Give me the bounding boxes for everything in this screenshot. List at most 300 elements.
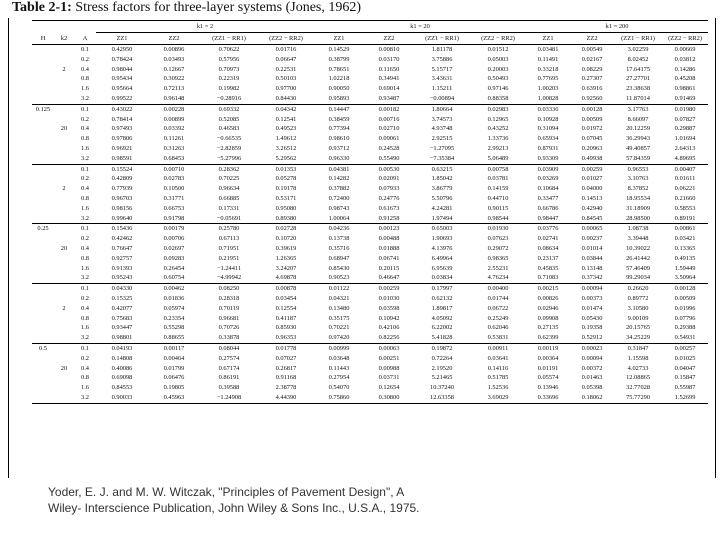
- stress-factor-cell: 0.98447: [537, 214, 559, 222]
- stress-factor-cell: 0.01014: [581, 244, 603, 252]
- stress-factor-cell: 0.41187: [275, 314, 297, 322]
- stress-factor-cell: 0.99522: [111, 94, 133, 102]
- stress-factor-cell: 0.20115: [378, 264, 400, 272]
- column-header: (ZZ2 − RR2): [258, 33, 314, 45]
- stress-factor-cell: 0.46583: [218, 125, 240, 133]
- stress-factor-cell: 0.93712: [328, 144, 350, 152]
- stress-factor-cell: 0.39619: [275, 244, 297, 252]
- stress-factor-cell: 23.38638: [626, 85, 651, 93]
- h-value-cell: 0.25: [32, 224, 54, 234]
- stress-factor-cell: 0.33878: [218, 334, 240, 342]
- stress-factor-cell: 0.38799: [328, 55, 350, 63]
- stress-factor-cell: 0.88655: [163, 334, 185, 342]
- table-row: [32, 284, 708, 294]
- stress-factor-cell: 1.26365: [275, 254, 297, 262]
- stress-factor-cell: 0.01191: [537, 364, 559, 372]
- stress-factor-cell: 0.03834: [431, 274, 453, 282]
- stress-factor-cell: 0.13480: [328, 304, 350, 312]
- table-row: [32, 244, 708, 254]
- stress-factor-cell: 0.03909: [526, 164, 570, 174]
- h-value-cell: [32, 115, 54, 125]
- h-value-cell: [32, 364, 54, 374]
- stress-factor-cell: 3.24207: [275, 264, 297, 272]
- column-header: ZZ2: [364, 33, 414, 45]
- k2-value-cell: [54, 115, 74, 125]
- stress-factor-cell: 0.01027: [581, 175, 603, 183]
- table-row: [32, 134, 708, 144]
- stress-factor-cell: 0.49523: [275, 125, 297, 133]
- stress-factor-cell: 0.70221: [328, 324, 350, 332]
- stress-factor-cell: 0.42809: [111, 175, 133, 183]
- table-row: [32, 224, 708, 234]
- stress-factor-cell: 0.22531: [275, 65, 297, 73]
- stress-factor-cell: 0.35175: [328, 314, 350, 322]
- stress-factor-cell: 6.49964: [431, 254, 453, 262]
- stress-factor-cell: 0.98743: [328, 204, 350, 212]
- stress-factor-cell: 0.60754: [163, 274, 185, 282]
- stress-factor-cell: 0.96553: [614, 164, 662, 174]
- stress-factor-cell: 0.00063: [364, 343, 414, 353]
- stress-factor-cell: 2.92515: [431, 135, 453, 143]
- column-header: (ZZ2 − RR2): [662, 33, 708, 45]
- k2-value-cell: [54, 393, 74, 403]
- stress-factor-cell: 32.77028: [626, 384, 651, 392]
- stress-factor-cell: 0.45208: [674, 75, 696, 83]
- k2-value-cell: [54, 144, 74, 154]
- table-row: [32, 194, 708, 204]
- stress-factor-cell: 5.29562: [275, 154, 297, 162]
- group-header-k1-2: k1 = 2: [96, 21, 314, 33]
- stress-factor-cell: 0.07796: [674, 314, 696, 322]
- stress-factor-cell: 0.78424: [111, 55, 133, 63]
- stress-factor-cell: 0.00464: [163, 354, 185, 362]
- stress-factor-cell: 0.40086: [111, 364, 133, 372]
- stress-factor-cell: 1.00064: [328, 214, 350, 222]
- stress-factor-cell: 0.62399: [537, 334, 559, 342]
- stress-factor-cell: 0.15325: [111, 294, 133, 302]
- stress-factor-cell: 0.89380: [275, 214, 297, 222]
- stress-factor-cell: 0.53831: [487, 334, 509, 342]
- stress-factor-cell: 0.00257: [662, 343, 708, 353]
- k2-value-cell: [54, 104, 74, 114]
- stress-factor-cell: −1.27095: [429, 144, 455, 152]
- stress-factor-cell: 0.96148: [163, 94, 185, 102]
- stress-factor-cell: 3.74573: [431, 115, 453, 123]
- stress-factor-cell: −1.24411: [216, 264, 242, 272]
- stress-factor-cell: 0.24776: [378, 194, 400, 202]
- stress-factor-cell: 11.87014: [626, 94, 650, 102]
- stress-factor-cell: 0.00094: [581, 354, 603, 362]
- stress-factor-cell: 0.01930: [470, 224, 526, 234]
- h-value-cell: [32, 124, 54, 134]
- stress-factor-cell: 0.00251: [378, 354, 400, 362]
- a-value-cell: 0.2: [81, 354, 89, 362]
- stress-factor-cell: 0.99640: [111, 214, 133, 222]
- stress-factor-cell: 0.82256: [378, 334, 400, 342]
- k2-value-cell: 2: [62, 185, 66, 193]
- stress-factor-cell: 0.00117: [148, 343, 200, 353]
- stress-factor-cell: 26.41442: [626, 254, 651, 262]
- stress-factor-cell: 0.05003: [487, 55, 509, 63]
- stress-factor-cell: −5.27996: [216, 154, 242, 162]
- k2-value-cell: 20: [60, 244, 68, 252]
- stress-factor-cell: 0.57956: [218, 55, 240, 63]
- a-value-cell: 0.8: [81, 194, 89, 202]
- h-value-cell: 0.125: [32, 104, 54, 114]
- a-value-cell: 0.1: [74, 224, 96, 234]
- stress-factor-cell: 0.00182: [364, 104, 414, 114]
- stress-factor-cell: 0.42077: [111, 304, 133, 312]
- stress-factor-cell: 0.77939: [111, 185, 133, 193]
- a-value-cell: 3.2: [81, 334, 89, 342]
- stress-factor-cell: 0.14282: [328, 175, 350, 183]
- stress-factor-cell: 20.15765: [626, 324, 651, 332]
- table-row: [32, 184, 708, 194]
- k2-value-cell: 2: [62, 65, 66, 73]
- stress-factor-cell: 0.27574: [218, 354, 240, 362]
- table-row: [32, 144, 708, 154]
- stress-factor-cell: 0.19358: [581, 324, 603, 332]
- table-row: [32, 65, 708, 75]
- stress-factor-cell: 0.28318: [218, 294, 240, 302]
- stress-factor-cell: 0.04236: [314, 224, 364, 234]
- stress-factor-cell: 0.08229: [581, 65, 603, 73]
- k2-value-cell: [54, 224, 74, 234]
- stress-factor-cell: 0.01716: [275, 46, 297, 53]
- stress-factor-cell: 0.71083: [537, 274, 559, 282]
- stress-factor-cell: 5.50796: [431, 194, 453, 202]
- stress-factor-cell: 0.02946: [537, 304, 559, 312]
- k2-value-cell: [54, 154, 74, 164]
- stress-factor-cell: 0.85930: [275, 324, 297, 332]
- stress-factor-cell: 0.04330: [96, 284, 148, 294]
- stress-factor-cell: 0.00530: [364, 164, 414, 174]
- stress-factor-cell: 0.66885: [218, 194, 240, 202]
- stress-factor-cell: 0.55298: [163, 324, 185, 332]
- table-row: [32, 304, 708, 314]
- stress-factor-cell: 0.00810: [378, 46, 400, 53]
- stress-factor-cell: 0.97146: [487, 85, 509, 93]
- stress-factor-cell: 0.01463: [581, 374, 603, 382]
- stress-factor-cell: 0.01744: [487, 294, 509, 302]
- stress-factor-cell: 0.00372: [581, 364, 603, 372]
- stress-factor-cell: 0.03844: [581, 254, 603, 262]
- stress-factor-cell: 0.50103: [275, 75, 297, 83]
- table-row: [32, 254, 708, 264]
- stress-factor-cell: 0.08044: [200, 343, 258, 353]
- stress-factor-cell: 0.77695: [537, 75, 559, 83]
- k2-value-cell: [54, 234, 74, 244]
- stress-factor-cell: 0.01799: [163, 364, 185, 372]
- a-value-cell: 1.6: [81, 384, 89, 392]
- stress-factor-cell: 1.85042: [431, 175, 453, 183]
- stress-factor-cell: 0.31771: [163, 194, 185, 202]
- h-value-cell: [32, 294, 54, 304]
- column-header: (ZZ2 − RR2): [470, 33, 526, 45]
- stress-factor-cell: 0.93447: [111, 324, 133, 332]
- stress-factor-cell: 0.77394: [328, 125, 350, 133]
- k2-value-cell: [54, 354, 74, 364]
- h-value-cell: [32, 244, 54, 254]
- stress-factor-cell: 0.98156: [111, 204, 133, 212]
- stress-factor-cell: 4.02733: [627, 364, 649, 372]
- stress-factor-cell: 0.01512: [487, 46, 509, 53]
- a-value-cell: 3.2: [81, 274, 89, 282]
- stress-factor-cell: 0.65934: [537, 135, 559, 143]
- stress-factor-cell: 1.97494: [431, 214, 453, 222]
- stress-factor-cell: 1.00203: [537, 85, 559, 93]
- stress-factor-cell: 0.02728: [258, 224, 314, 234]
- stress-factor-cell: 0.20003: [487, 65, 509, 73]
- stress-factor-cell: 0.25249: [487, 314, 509, 322]
- a-value-cell: 0.1: [74, 104, 96, 114]
- stress-factor-cell: 0.98610: [328, 135, 350, 143]
- stress-factor-cell: 3.39448: [627, 235, 649, 243]
- h-value-cell: [32, 204, 54, 214]
- stress-factor-cell: 0.29072: [487, 244, 509, 252]
- stress-factor-cell: 0.03493: [163, 55, 185, 63]
- stress-factor-table: [32, 20, 708, 404]
- a-value-cell: 3.2: [81, 214, 89, 222]
- stress-factor-cell: 3.02259: [627, 46, 649, 53]
- stress-factor-cell: 0.63916: [581, 85, 603, 93]
- stress-factor-cell: 0.00094: [570, 284, 614, 294]
- stress-factor-cell: 2.38778: [275, 384, 297, 392]
- stress-factor-cell: 0.92757: [111, 254, 133, 262]
- column-header: H: [32, 33, 54, 45]
- stress-factor-cell: 0.03598: [378, 304, 400, 312]
- stress-factor-cell: 0.85430: [328, 264, 350, 272]
- stress-factor-cell: 0.43252: [487, 125, 509, 133]
- stress-factor-cell: 0.13946: [537, 384, 559, 392]
- stress-factor-cell: 0.78651: [328, 65, 350, 73]
- stress-factor-cell: 0.15436: [96, 224, 148, 234]
- stress-factor-cell: 2.19520: [431, 364, 453, 372]
- stress-factor-cell: 0.07623: [487, 235, 509, 243]
- stress-factor-cell: 0.76647: [111, 244, 133, 252]
- stress-factor-cell: 0.45963: [148, 393, 200, 403]
- stress-factor-cell: 1.89817: [431, 304, 453, 312]
- stress-factor-cell: 0.00237: [581, 235, 603, 243]
- stress-factor-cell: 5.41828: [431, 334, 453, 342]
- stress-factor-cell: 0.17997: [414, 284, 470, 294]
- stress-factor-cell: 0.03269: [537, 175, 559, 183]
- stress-factor-cell: 0.90523: [328, 274, 350, 282]
- stress-factor-cell: 0.05278: [275, 175, 297, 183]
- stress-factor-cell: 0.33218: [537, 65, 559, 73]
- stress-factor-cell: 0.54070: [328, 384, 350, 392]
- h-value-cell: [32, 65, 54, 75]
- stress-factor-cell: 0.89191: [674, 214, 696, 222]
- stress-factor-cell: 0.01474: [581, 304, 603, 312]
- stress-factor-cell: 0.12654: [378, 384, 400, 392]
- h-value-cell: [32, 393, 54, 403]
- h-value-cell: [32, 94, 54, 104]
- a-value-cell: 0.4: [81, 244, 89, 252]
- stress-factor-cell: 0.00896: [163, 46, 185, 53]
- column-header: (ZZ1 − RR1): [614, 33, 662, 45]
- stress-factor-cell: 12.08865: [626, 374, 651, 382]
- table-row: [32, 204, 708, 214]
- stress-factor-cell: 49.40857: [626, 144, 651, 152]
- stress-factor-cell: 0.70973: [218, 65, 240, 73]
- h-value-cell: [32, 74, 54, 84]
- stress-factor-cell: 0.10942: [378, 314, 400, 322]
- a-value-cell: 0.4: [81, 65, 89, 73]
- stress-factor-cell: 8.37852: [627, 185, 649, 193]
- stress-factor-cell: 0.72400: [328, 194, 350, 202]
- stress-factor-cell: 0.66786: [537, 204, 559, 212]
- stress-factor-cell: 0.00716: [378, 115, 400, 123]
- stress-factor-cell: 0.86191: [218, 374, 240, 382]
- stress-factor-cell: 0.50493: [487, 75, 509, 83]
- a-value-cell: 0.2: [81, 115, 89, 123]
- table-row: [32, 323, 708, 333]
- stress-factor-cell: 0.95243: [111, 274, 133, 282]
- stress-factor-cell: 1.59449: [674, 264, 696, 272]
- stress-factor-cell: 0.00509: [674, 294, 696, 302]
- stress-factor-cell: −0.00894: [429, 94, 455, 102]
- stress-factor-cell: 3.50964: [674, 274, 696, 282]
- stress-factor-cell: 0.96634: [218, 185, 240, 193]
- stress-factor-cell: 99.29034: [626, 274, 651, 282]
- stress-factor-cell: 6.95639: [431, 264, 453, 272]
- k2-value-cell: [54, 343, 74, 353]
- table-row: [32, 314, 708, 324]
- h-value-cell: [32, 45, 54, 55]
- stress-factor-cell: 0.02741: [537, 235, 559, 243]
- k2-value-cell: [54, 264, 74, 274]
- stress-factor-cell: 75.77290: [614, 393, 662, 403]
- stress-factor-cell: 0.03336: [526, 104, 570, 114]
- stress-factor-cell: 0.62132: [431, 294, 453, 302]
- stress-factor-cell: 0.09908: [537, 314, 559, 322]
- stress-factor-cell: 1.33736: [487, 135, 509, 143]
- stress-factor-cell: 0.62046: [487, 324, 509, 332]
- stress-factor-cell: 8.02452: [627, 55, 649, 63]
- stress-factor-cell: 27.27701: [626, 75, 651, 83]
- stress-factor-cell: 0.33696: [526, 393, 570, 403]
- stress-factor-cell: 0.96703: [111, 194, 133, 202]
- table-title-prefix: Table 2-1:: [12, 0, 72, 15]
- stress-factor-cell: 0.00364: [537, 354, 559, 362]
- stress-factor-cell: 0.84545: [581, 214, 603, 222]
- stress-factor-cell: 0.96330: [328, 154, 350, 162]
- stress-factor-cell: 0.05398: [581, 384, 603, 392]
- stress-factor-cell: 0.21951: [218, 254, 240, 262]
- stress-factor-cell: 0.26454: [163, 264, 185, 272]
- a-value-cell: 3.2: [74, 393, 96, 403]
- k2-value-cell: [54, 134, 74, 144]
- stress-factor-cell: 0.03781: [487, 175, 509, 183]
- stress-factor-cell: 0.75683: [111, 314, 133, 322]
- stress-factor-cell: 0.00128: [570, 104, 614, 114]
- stress-factor-cell: 0.01353: [258, 164, 314, 174]
- stress-factor-cell: 4.13976: [431, 244, 453, 252]
- stress-factor-cell: 0.04342: [258, 104, 314, 114]
- table-row: [32, 154, 708, 164]
- stress-factor-cell: 0.14513: [581, 194, 603, 202]
- stress-factor-cell: 0.03812: [674, 55, 696, 63]
- h-value-cell: [32, 323, 54, 333]
- stress-factor-cell: 0.02783: [163, 175, 185, 183]
- stress-factor-cell: 0.00488: [378, 235, 400, 243]
- k2-value-cell: 2: [62, 304, 66, 312]
- stress-factor-cell: 0.00988: [378, 364, 400, 372]
- stress-factor-cell: 0.06722: [487, 304, 509, 312]
- k2-value-cell: [54, 194, 74, 204]
- stress-factor-cell: 0.06476: [163, 374, 185, 382]
- column-header: (ZZ1 − RR1): [200, 33, 258, 45]
- stress-factor-cell: 0.04193: [96, 343, 148, 353]
- group-header-k1-20: k1 = 20: [314, 21, 526, 33]
- stress-factor-cell: 0.04321: [328, 294, 350, 302]
- stress-factor-cell: 0.97420: [328, 334, 350, 342]
- stress-factor-cell: 0.22319: [218, 75, 240, 83]
- stress-factor-cell: 0.96353: [275, 334, 297, 342]
- stress-factor-cell: 0.42940: [581, 204, 603, 212]
- stress-factor-cell: 1.52536: [487, 384, 509, 392]
- stress-factor-cell: 0.00706: [163, 235, 185, 243]
- stress-factor-cell: 0.78414: [111, 115, 133, 123]
- stress-factor-cell: 0.55490: [378, 154, 400, 162]
- stress-factor-cell: 0.19178: [275, 185, 297, 193]
- a-value-cell: 3.2: [81, 154, 89, 162]
- stress-factor-cell: 0.84430: [275, 94, 297, 102]
- stress-factor-cell: 36.29943: [626, 135, 651, 143]
- k2-value-cell: [54, 323, 74, 333]
- stress-factor-cell: 0.05974: [163, 304, 185, 312]
- stress-factor-cell: 1.00828: [537, 94, 559, 102]
- stress-factor-cell: 0.65003: [414, 224, 470, 234]
- h-value-cell: [32, 214, 54, 224]
- empty-header: [32, 21, 54, 33]
- stress-factor-cell: 0.03421: [674, 235, 696, 243]
- stress-factor-cell: 0.01836: [163, 294, 185, 302]
- stress-factor-cell: 1.52699: [662, 393, 708, 403]
- stress-factor-cell: 0.24528: [378, 144, 400, 152]
- stress-factor-cell: 3.17763: [614, 104, 662, 114]
- stress-factor-cell: 1.15211: [431, 85, 453, 93]
- stress-factor-cell: 0.90115: [487, 204, 509, 212]
- h-value-cell: [32, 184, 54, 194]
- k2-value-cell: [54, 294, 74, 304]
- stress-factor-cell: 1.02218: [328, 75, 350, 83]
- stress-factor-cell: 0.06647: [275, 55, 297, 63]
- stress-factor-cell: 0.43022: [96, 104, 148, 114]
- stress-factor-cell: 0.84553: [111, 384, 133, 392]
- stress-factor-cell: 4.76234: [487, 274, 509, 282]
- a-value-cell: 0.4: [81, 125, 89, 133]
- stress-factor-cell: 1.81178: [431, 46, 453, 53]
- column-header: ZZ1: [314, 33, 364, 45]
- stress-factor-cell: 0.01025: [674, 354, 696, 362]
- stress-factor-cell: 0.03776: [526, 224, 570, 234]
- stress-factor-cell: 0.00023: [570, 343, 614, 353]
- a-value-cell: 0.2: [81, 175, 89, 183]
- stress-factor-cell: 0.96681: [218, 314, 240, 322]
- stress-factor-cell: 0.00128: [662, 284, 708, 294]
- stress-factor-cell: 0.28362: [200, 164, 258, 174]
- stress-factor-cell: 0.10720: [275, 235, 297, 243]
- h-value-cell: [32, 373, 54, 383]
- k2-value-cell: [54, 314, 74, 324]
- stress-factor-cell: 0.29887: [674, 125, 696, 133]
- stress-factor-cell: 10.39022: [626, 244, 651, 252]
- stress-factor-cell: 1.08738: [614, 224, 662, 234]
- h-value-cell: [32, 144, 54, 154]
- stress-factor-cell: 1.49612: [275, 135, 297, 143]
